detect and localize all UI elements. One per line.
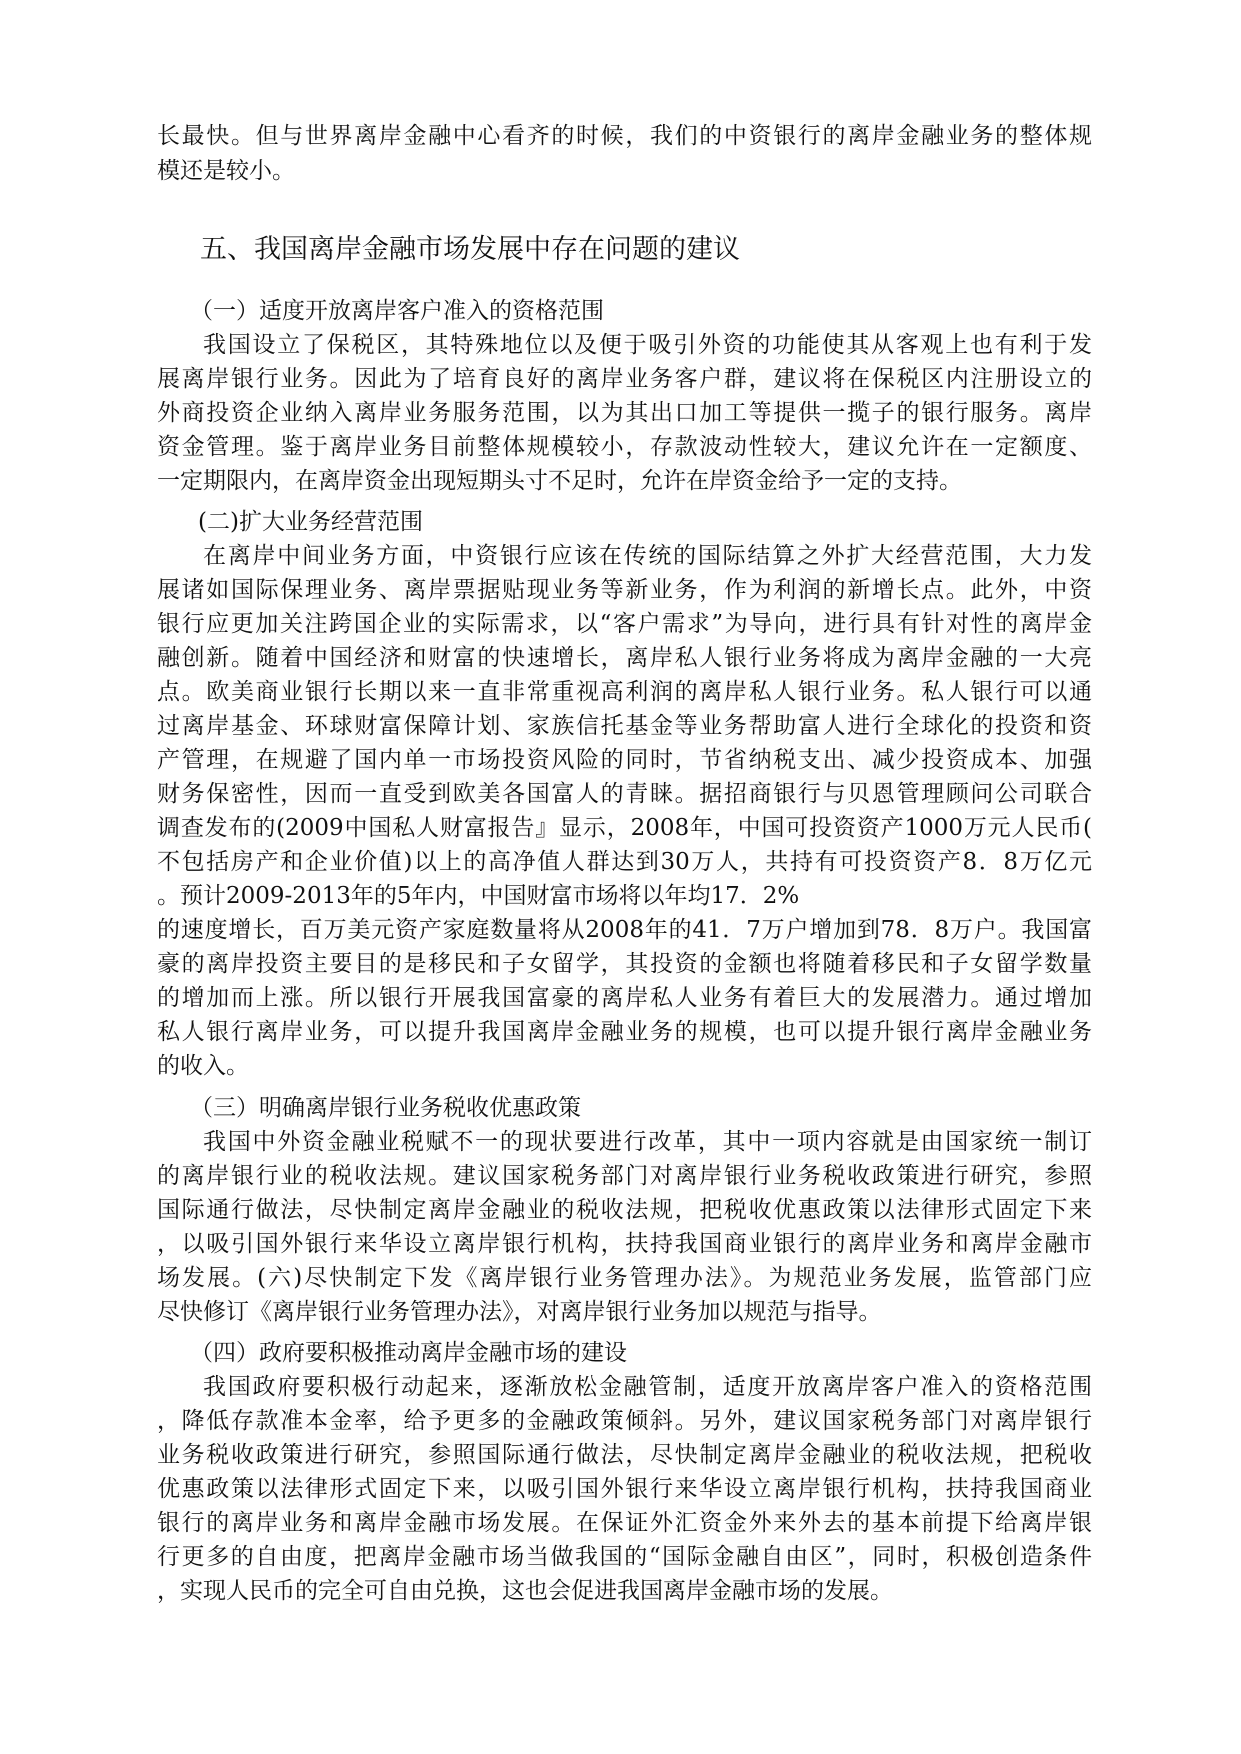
paragraph-line: 银行应更加关注跨国企业的实际需求，以“客户需求”为导向，进行具有针对性的离岸金 — [157, 611, 1092, 637]
intro-line-1: 长最快。但与世界离岸金融中心看齐的时候，我们的中资银行的离岸金融业务的整体规 — [157, 123, 1092, 149]
paragraph-line: ，降低存款准本金率，给予更多的金融政策倾斜。另外，建议国家税务部门对离岸银行 — [157, 1408, 1092, 1434]
paragraph-line: ，以吸引国外银行来华设立离岸银行机构，扶持我国商业银行的离岸业务和离岸金融市 — [157, 1231, 1092, 1257]
paragraph-line: 资金管理。鉴于离岸业务目前整体规模较小，存款波动性较大，建议允许在一定额度、 — [157, 434, 1092, 460]
paragraph-line: 行更多的自由度，把离岸金融市场当做我国的“国际金融自由区”，同时，积极创造条件 — [157, 1544, 1092, 1570]
paragraph-line: 融创新。随着中国经济和财富的快速增长，离岸私人银行业务将成为离岸金融的一大亮 — [157, 645, 1092, 671]
paragraph-line: 过离岸基金、环球财富保障计划、家族信托基金等业务帮助富人进行全球化的投资和资 — [157, 713, 1092, 739]
paragraph-line: 展离岸银行业务。因此为了培育良好的离岸业务客户群，建议将在保税区内注册设立的 — [157, 366, 1092, 392]
subsection-title-3: （三）明确离岸银行业务税收优惠政策 — [190, 1095, 581, 1121]
paragraph-line: 场发展。(六)尽快制定下发《离岸银行业务管理办法》。为规范业务发展，监管部门应 — [157, 1265, 1092, 1291]
paragraph-line: 调查发布的(2009中国私人财富报告』显示，2008年，中国可投资资产1000万元人民币( — [157, 815, 1092, 841]
paragraph-line: 豪的离岸投资主要目的是移民和子女留学，其投资的金额也将随着移民和子女留学数量 — [157, 951, 1092, 977]
paragraph-line: 的速度增长，百万美元资产家庭数量将从2008年的41．7万户增加到78．8万户。我国富 — [157, 917, 1092, 943]
paragraph-line: 我国设立了保税区，其特殊地位以及便于吸引外资的功能使其从客观上也有利于发 — [203, 332, 1092, 358]
paragraph-line: 的收入。 — [157, 1053, 249, 1079]
subsection-title-1: （一）适度开放离岸客户准入的资格范围 — [190, 298, 604, 324]
paragraph-line: 国际通行做法，尽快制定离岸金融业的税收法规，把税收优惠政策以法律形式固定下来 — [157, 1197, 1092, 1223]
paragraph-line: 的离岸银行业的税收法规。建议国家税务部门对离岸银行业务税收政策进行研究，参照 — [157, 1163, 1092, 1189]
paragraph-line: 展诸如国际保理业务、离岸票据贴现业务等新业务，作为利润的新增长点。此外，中资 — [157, 577, 1092, 603]
paragraph-line: 业务税收政策进行研究，参照国际通行做法，尽快制定离岸金融业的税收法规，把税收 — [157, 1442, 1092, 1468]
paragraph-line: 银行的离岸业务和离岸金融市场发展。在保证外汇资金外来外去的基本前提下给离岸银 — [157, 1510, 1092, 1536]
paragraph-line: 我国政府要积极行动起来，逐渐放松金融管制，适度开放离岸客户准入的资格范围 — [203, 1374, 1092, 1400]
paragraph-line: 一定期限内，在离岸资金出现短期头寸不足时，允许在岸资金给予一定的支持。 — [157, 468, 962, 494]
subsection-title-4: （四）政府要积极推动离岸金融市场的建设 — [190, 1340, 627, 1366]
subsection-title-2: (二)扩大业务经营范围 — [198, 509, 423, 535]
paragraph-line: 我国中外资金融业税赋不一的现状要进行改革，其中一项内容就是由国家统一制订 — [203, 1129, 1092, 1155]
paragraph-line: 在离岸中间业务方面，中资银行应该在传统的国际结算之外扩大经营范围，大力发 — [203, 543, 1092, 569]
paragraph-line: 的增加而上涨。所以银行开展我国富豪的离岸私人业务有着巨大的发展潜力。通过增加 — [157, 985, 1092, 1011]
paragraph-line: 点。欧美商业银行长期以来一直非常重视高利润的离岸私人银行业务。私人银行可以通 — [157, 679, 1092, 705]
paragraph-line: 财务保密性，因而一直受到欧美各国富人的青睐。据招商银行与贝恩管理顾问公司联合 — [157, 781, 1092, 807]
paragraph-line: ，实现人民币的完全可自由兑换，这也会促进我国离岸金融市场的发展。 — [157, 1578, 893, 1604]
paragraph-line: 私人银行离岸业务，可以提升我国离岸金融业务的规模，也可以提升银行离岸金融业务 — [157, 1019, 1092, 1045]
paragraph-line: 优惠政策以法律形式固定下来，以吸引国外银行来华设立离岸银行机构，扶持我国商业 — [157, 1476, 1092, 1502]
paragraph-line: 产管理，在规避了国内单一市场投资风险的同时，节省纳税支出、减少投资成本、加强 — [157, 747, 1092, 773]
section-heading: 五、我国离岸金融市场发展中存在问题的建议 — [200, 234, 740, 265]
paragraph-line: 不包括房产和企业价值)以上的高净值人群达到30万人，共持有可投资资产8．8万亿元 — [157, 849, 1092, 875]
paragraph-line: 尽快修订《离岸银行业务管理办法》，对离岸银行业务加以规范与指导。 — [157, 1299, 882, 1325]
paragraph-line: 。预计2009-2013年的5年内，中国财富市场将以年均17．2% — [157, 883, 800, 909]
paragraph-line: 外商投资企业纳入离岸业务服务范围，以为其出口加工等提供一揽子的银行服务。离岸 — [157, 400, 1092, 426]
intro-line-2: 模还是较小。 — [157, 158, 295, 184]
